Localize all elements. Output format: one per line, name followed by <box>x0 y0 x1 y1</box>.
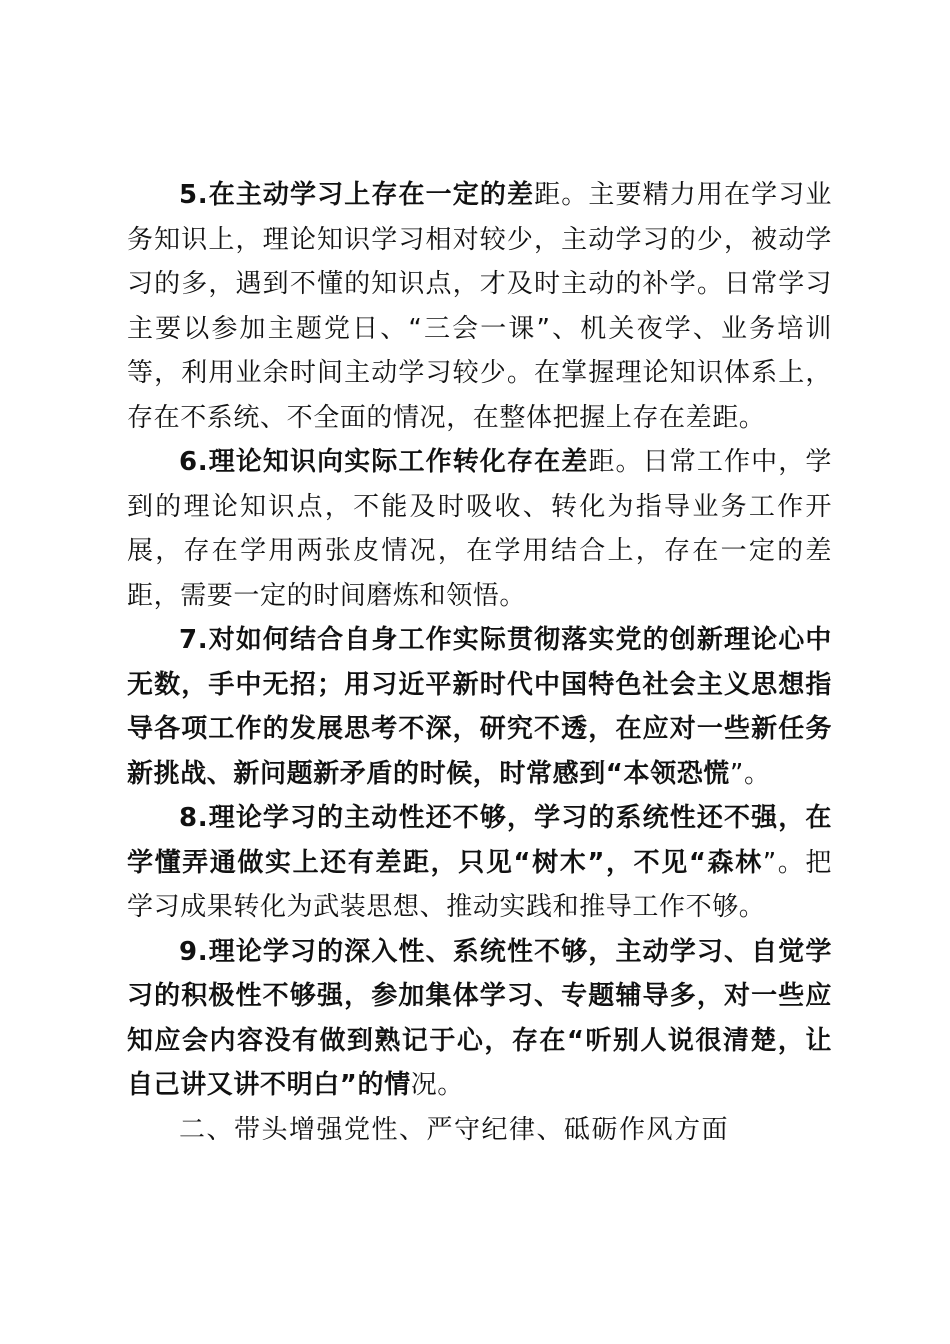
paragraph-text: 距。主要精力用在学习业务知识上，理论知识学习相对较少，主动学习的少，被动学习的多，遇到不懂的知识点，才及时主动的补学。日常学习主要以参加主题党日、“三会一课”、机关夜学、业务培训等，利用业余时间主动学习较少。在掌握理论知识体系上，存在不系统、不全面的情况，在整体把握上存在差距。 <box>127 180 832 433</box>
paragraph-item-8 <box>127 796 832 930</box>
document-body <box>127 173 832 1152</box>
paragraph-text: ”。 <box>729 758 771 789</box>
paragraph-item-5 <box>127 173 832 440</box>
paragraph-lead: 7.对如何结合自身工作实际贯彻落实党的创新理论心中无数，手中无招；用习近平新时代中国特色社会主义思想指导各项工作的发展思考不深，研究不透，在应对一些新任务新挑战、新问题新矛盾的时候，时常感到“本领恐慌 <box>127 625 832 789</box>
paragraph-lead: 8.理论学习的主动性还不够，学习的系统性还不强，在学懂弄通做实上还有差距，只见“树木”，不见“森林 <box>127 803 832 878</box>
paragraph-text: 况。 <box>410 1070 464 1100</box>
paragraph-item-9 <box>127 930 832 1108</box>
paragraph-lead: 5.在主动学习上存在一定的差 <box>179 180 535 210</box>
paragraph-lead: 6.理论知识向实际工作转化存在差 <box>179 447 589 477</box>
paragraph-text: ”。把学习成果转化为武装思想、推动实践和推导工作不够。 <box>127 847 832 922</box>
paragraph-lead: 9.理论学习的深入性、系统性不够，主动学习、自觉学习的积极性不够强，参加集体学习、专题辅导多，对一些应知应会内容没有做到熟记于心，存在“听别人说很清楚，让自己讲又讲不明白”的情 <box>127 936 832 1100</box>
paragraph-item-7 <box>127 618 832 796</box>
paragraph-item-6 <box>127 440 832 618</box>
paragraph-text: 距。日常工作中，学到的理论知识点，不能及时吸收、转化为指导业务工作开展，存在学用两张皮情况，在学用结合上，存在一定的差距，需要一定的时间磨炼和领悟。 <box>127 447 832 611</box>
section-heading: 二、带头增强党性、严守纪律、砥砺作风方面 <box>179 1114 730 1145</box>
